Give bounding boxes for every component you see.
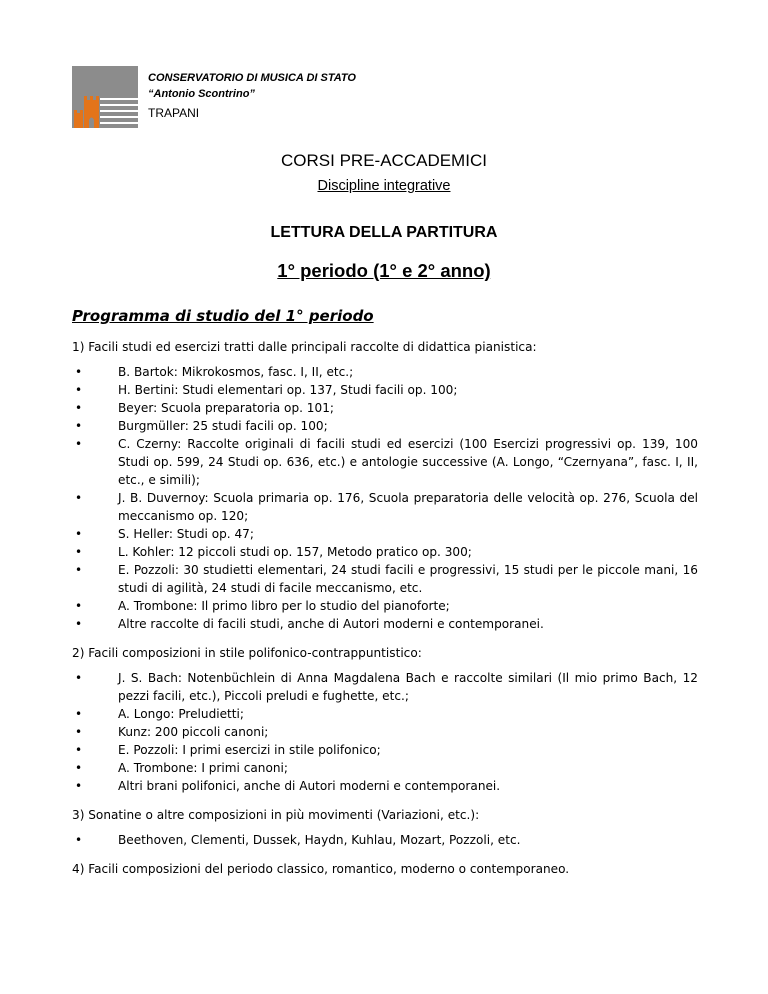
bullet-icon: • <box>75 545 83 559</box>
section-title: 4) Facili composizioni del periodo classico, romantico, moderno o contemporaneo. <box>72 862 570 876</box>
list-item-text: Beyer: Scuola preparatoria op. 101; <box>118 401 334 415</box>
list-item-text: Kunz: 200 piccoli canoni; <box>118 725 269 739</box>
bullet-icon: • <box>75 599 83 613</box>
bullet-icon: • <box>75 419 83 433</box>
section-title: 3) Sonatine o altre composizioni in più movimenti (Variazioni, etc.): <box>72 808 480 822</box>
list-item-text: Beethoven, Clementi, Dussek, Haydn, Kuhlau, Mozart, Pozzoli, etc. <box>118 833 521 847</box>
section-title: 1) Facili studi ed esercizi tratti dalle principali raccolte di didattica pianistica: <box>72 340 537 354</box>
list-item <box>75 669 698 705</box>
institution-subtitle: “Antonio Scontrino” <box>148 88 255 100</box>
program-heading: Programma di studio del 1° periodo <box>72 307 374 325</box>
bullet-icon: • <box>75 671 83 685</box>
discipline-title: Discipline integrative <box>317 178 451 194</box>
list-item <box>75 759 698 777</box>
list-item-text: C. Czerny: Raccolte originali di facili studi ed esercizi (100 Esercizi progressivi op. 139, 100 Studi op. 599, 24 Studi op. 636, etc.) e antologie successive (A. Longo, “Czernyana”, fasc. I, II, etc., e simili); <box>118 437 698 487</box>
period-title: 1° periodo (1° e 2° anno) <box>277 260 491 281</box>
list-item <box>75 417 698 435</box>
list-item-text: L. Kohler: 12 piccoli studi op. 157, Metodo pratico op. 300; <box>118 545 472 559</box>
section-list <box>72 831 698 849</box>
bullet-icon: • <box>75 563 83 577</box>
bullet-icon: • <box>75 707 83 721</box>
list-item <box>75 363 698 381</box>
list-item <box>75 705 698 723</box>
list-item <box>75 435 698 489</box>
list-item-text: B. Bartok: Mikrokosmos, fasc. I, II, etc.; <box>118 365 354 379</box>
list-item <box>75 489 698 525</box>
list-item-text: H. Bertini: Studi elementari op. 137, Studi facili op. 100; <box>118 383 458 397</box>
list-item-text: S. Heller: Studi op. 47; <box>118 527 254 541</box>
list-item-text: Altre raccolte di facili studi, anche di Autori moderni e contemporanei. <box>118 617 544 631</box>
bullet-icon: • <box>75 743 83 757</box>
list-item-text: A. Trombone: I primi canoni; <box>118 761 288 775</box>
list-item-text: E. Pozzoli: 30 studietti elementari, 24 studi facili e progressivi, 15 studi per le piccole mani, 16 studi di agilità, 24 studi di facile meccanismo, etc. <box>118 563 698 595</box>
bullet-icon: • <box>75 491 83 505</box>
bullet-icon: • <box>75 437 83 451</box>
bullet-icon: • <box>75 779 83 793</box>
list-item-text: J. S. Bach: Notenbüchlein di Anna Magdalena Bach e raccolte similari (Il mio primo Bach, 12 pezzi facili, etc.), Piccoli preludi e fughette, etc.; <box>118 671 698 703</box>
list-item <box>75 525 698 543</box>
subject-title: LETTURA DELLA PARTITURA <box>270 224 498 241</box>
institution-header <box>148 70 356 121</box>
list-item-text: E. Pozzoli: I primi esercizi in stile polifonico; <box>118 743 381 757</box>
list-item <box>75 723 698 741</box>
list-item <box>75 597 698 615</box>
bullet-icon: • <box>75 761 83 775</box>
bullet-icon: • <box>75 383 83 397</box>
section-title: 2) Facili composizioni in stile polifonico-contrappuntistico: <box>72 646 422 660</box>
institution-city: TRAPANI <box>148 106 200 120</box>
list-item <box>75 561 698 597</box>
list-item <box>75 741 698 759</box>
list-item <box>75 777 698 795</box>
list-item <box>75 399 698 417</box>
list-item <box>75 831 698 849</box>
program-content <box>72 307 698 885</box>
program-sections <box>72 338 698 878</box>
bullet-icon: • <box>75 527 83 541</box>
bullet-icon: • <box>75 833 83 847</box>
list-item-text: J. B. Duvernoy: Scuola primaria op. 176, Scuola preparatoria delle velocità op. 276, Scuola del meccanismo op. 120; <box>118 491 698 523</box>
section-list <box>72 363 698 633</box>
list-item-text: Altri brani polifonici, anche di Autori moderni e contemporanei. <box>118 779 501 793</box>
list-item <box>75 615 698 633</box>
courses-title: CORSI PRE-ACCADEMICI <box>281 151 487 170</box>
bullet-icon: • <box>75 365 83 379</box>
list-item <box>75 381 698 399</box>
list-item-text: Burgmüller: 25 studi facili op. 100; <box>118 419 328 433</box>
bullet-icon: • <box>75 617 83 631</box>
section-list <box>72 669 698 795</box>
bullet-icon: • <box>75 725 83 739</box>
institution-name: CONSERVATORIO DI MUSICA DI STATO <box>148 72 356 84</box>
list-item <box>75 543 698 561</box>
list-item-text: A. Trombone: Il primo libro per lo studio del pianoforte; <box>118 599 450 613</box>
conservatory-logo-icon <box>72 66 138 128</box>
list-item-text: A. Longo: Preludietti; <box>118 707 244 721</box>
bullet-icon: • <box>75 401 83 415</box>
